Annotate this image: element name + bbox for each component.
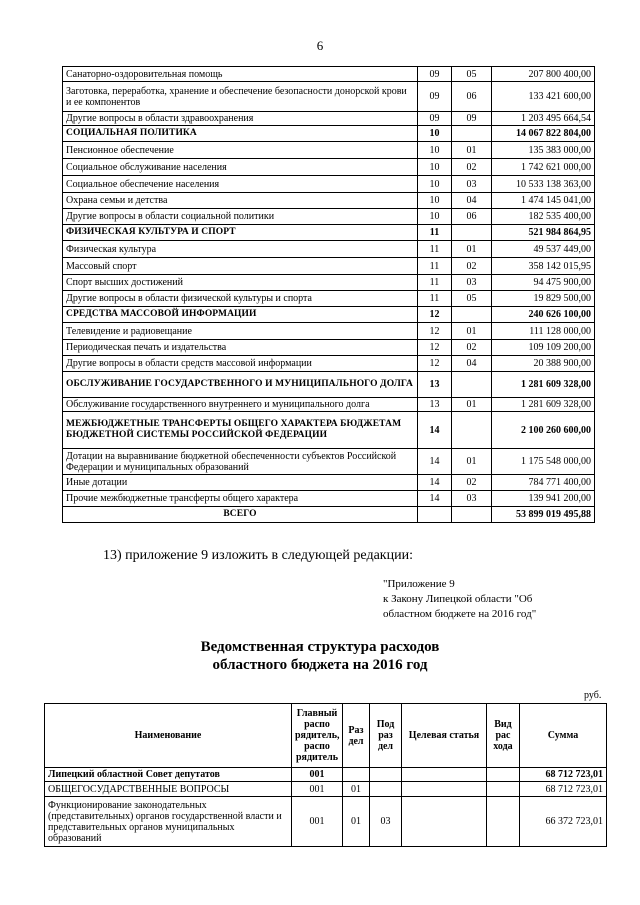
budget-sections-table	[62, 66, 595, 523]
row-name: Дотации на выравнивание бюджетной обеспеченности субъектов Российской Федерации и муниципальных образований	[63, 449, 418, 475]
row-subsection: 05	[452, 67, 492, 82]
row-amount: 521 984 864,95	[492, 225, 595, 241]
row-section: 11	[418, 258, 452, 275]
row-section: 09	[418, 82, 452, 112]
row-name: Иные дотации	[63, 475, 418, 491]
table-row	[45, 768, 607, 782]
row-name: Социальное обеспечение населения	[63, 176, 418, 193]
total-empty-section	[418, 507, 452, 523]
table-row	[45, 782, 607, 797]
row-amount: 784 771 400,00	[492, 475, 595, 491]
title-line-1: Ведомственная структура расходов	[200, 639, 440, 655]
row-name: Другие вопросы в области здравоохранения	[63, 112, 418, 126]
row-subsection: 02	[452, 159, 492, 176]
row-amount: 20 388 900,00	[492, 356, 595, 372]
row-name: Другие вопросы в области физической культуры и спорта	[63, 291, 418, 307]
table-row	[63, 142, 595, 159]
row-amount: 1 175 548 000,00	[492, 449, 595, 475]
table-row	[63, 67, 595, 82]
row-chief: 001	[292, 782, 343, 797]
row-section: 14	[418, 412, 452, 449]
row-subsection	[370, 782, 402, 797]
table-row	[63, 323, 595, 340]
row-subsection: 06	[452, 209, 492, 225]
appendix-line-1: "Приложение 9	[383, 578, 455, 590]
table-header-row	[45, 704, 607, 768]
departmental-structure-table	[44, 703, 607, 847]
row-subsection	[452, 412, 492, 449]
header-section: Раз дел	[343, 704, 370, 768]
appendix-line-3: областном бюджете на 2016 год"	[383, 608, 537, 620]
row-section: 10	[418, 126, 452, 142]
table-row	[63, 372, 595, 398]
row-target	[402, 797, 487, 847]
row-subsection: 02	[452, 340, 492, 356]
row-section: 14	[418, 491, 452, 507]
row-subsection: 02	[452, 475, 492, 491]
row-subsection: 06	[452, 82, 492, 112]
row-amount: 19 829 500,00	[492, 291, 595, 307]
row-subsection: 01	[452, 323, 492, 340]
row-section: 11	[418, 291, 452, 307]
table-row	[63, 112, 595, 126]
row-amount: 182 535 400,00	[492, 209, 595, 225]
row-chief: 001	[292, 768, 343, 782]
table-row	[63, 258, 595, 275]
row-amount: 139 941 200,00	[492, 491, 595, 507]
row-amount: 1 742 621 000,00	[492, 159, 595, 176]
row-section: 14	[418, 475, 452, 491]
row-amount: 1 281 609 328,00	[492, 398, 595, 412]
row-name: Периодическая печать и издательства	[63, 340, 418, 356]
row-subsection: 01	[452, 142, 492, 159]
row-amount: 94 475 900,00	[492, 275, 595, 291]
row-section: 01	[343, 797, 370, 847]
row-section: 12	[418, 307, 452, 323]
table-row	[63, 126, 595, 142]
table-row	[63, 449, 595, 475]
table-row	[63, 291, 595, 307]
row-amount: 2 100 260 600,00	[492, 412, 595, 449]
row-name: Другие вопросы в области социальной политики	[63, 209, 418, 225]
total-row	[63, 507, 595, 523]
row-amount: 358 142 015,95	[492, 258, 595, 275]
row-subsection: 03	[452, 176, 492, 193]
row-amount: 207 800 400,00	[492, 67, 595, 82]
row-subsection	[452, 225, 492, 241]
table-row	[63, 193, 595, 209]
row-amount: 109 109 200,00	[492, 340, 595, 356]
table-row	[63, 398, 595, 412]
row-amount: 10 533 138 363,00	[492, 176, 595, 193]
row-subsection	[452, 126, 492, 142]
row-section: 14	[418, 449, 452, 475]
row-section: 12	[418, 356, 452, 372]
header-amount: Сумма	[520, 704, 607, 768]
row-name: Спорт высших достижений	[63, 275, 418, 291]
row-name: Охрана семьи и детства	[63, 193, 418, 209]
row-name: Другие вопросы в области средств массовой информации	[63, 356, 418, 372]
row-name: Телевидение и радиовещание	[63, 323, 418, 340]
row-expense-type	[487, 797, 520, 847]
row-subsection	[452, 372, 492, 398]
table-row	[63, 176, 595, 193]
row-section: 09	[418, 67, 452, 82]
row-section: 11	[418, 225, 452, 241]
header-subsection: Под раз дел	[370, 704, 402, 768]
currency-unit: руб.	[584, 690, 602, 701]
row-name: Функционирование законодательных (представительных) органов государственной власти и представительных органов муниципальных образований	[45, 797, 292, 847]
table-row	[63, 307, 595, 323]
appendix-reference	[383, 577, 536, 622]
row-name: МЕЖБЮДЖЕТНЫЕ ТРАНСФЕРТЫ ОБЩЕГО ХАРАКТЕРА БЮДЖЕТАМ БЮДЖЕТНОЙ СИСТЕМЫ РОССИЙСКОЙ ФЕДЕРАЦИИ	[63, 412, 418, 449]
amendment-item-13: 13) приложение 9 изложить в следующей редакции:	[103, 548, 413, 563]
table-row	[63, 475, 595, 491]
row-subsection: 01	[452, 241, 492, 258]
row-chief: 001	[292, 797, 343, 847]
row-section: 12	[418, 323, 452, 340]
header-chief: Главный распо рядитель, распо рядитель	[292, 704, 343, 768]
row-section: 11	[418, 241, 452, 258]
row-amount: 68 712 723,01	[520, 782, 607, 797]
table-row	[45, 797, 607, 847]
table-row	[63, 241, 595, 258]
row-section: 10	[418, 176, 452, 193]
row-subsection: 04	[452, 193, 492, 209]
row-subsection	[370, 768, 402, 782]
row-amount: 14 067 822 804,00	[492, 126, 595, 142]
row-subsection	[452, 307, 492, 323]
appendix-line-2: к Закону Липецкой области "Об	[383, 593, 533, 605]
row-section: 10	[418, 209, 452, 225]
table-row	[63, 209, 595, 225]
total-empty-subsection	[452, 507, 492, 523]
row-amount: 1 203 495 664,54	[492, 112, 595, 126]
row-amount: 66 372 723,01	[520, 797, 607, 847]
header-target: Целевая статья	[402, 704, 487, 768]
row-section: 13	[418, 398, 452, 412]
row-amount: 133 421 600,00	[492, 82, 595, 112]
row-amount: 240 626 100,00	[492, 307, 595, 323]
row-subsection: 02	[452, 258, 492, 275]
row-subsection: 01	[452, 449, 492, 475]
row-name: Заготовка, переработка, хранение и обеспечение безопасности донорской крови и ее компонентов	[63, 82, 418, 112]
row-name: Физическая культура	[63, 241, 418, 258]
row-section: 09	[418, 112, 452, 126]
row-section: 10	[418, 193, 452, 209]
table-row	[63, 82, 595, 112]
title-line-2: областного бюджета на 2016 год	[212, 657, 428, 673]
total-amount: 53 899 019 495,88	[492, 507, 595, 523]
row-name: СОЦИАЛЬНАЯ ПОЛИТИКА	[63, 126, 418, 142]
table-row	[63, 225, 595, 241]
table-row	[63, 340, 595, 356]
row-subsection: 04	[452, 356, 492, 372]
row-amount: 49 537 449,00	[492, 241, 595, 258]
row-name: Прочие межбюджетные трансферты общего характера	[63, 491, 418, 507]
row-section: 10	[418, 142, 452, 159]
row-section: 13	[418, 372, 452, 398]
row-name: ОБСЛУЖИВАНИЕ ГОСУДАРСТВЕННОГО И МУНИЦИПАЛЬНОГО ДОЛГА	[63, 372, 418, 398]
row-subsection: 01	[452, 398, 492, 412]
row-section: 11	[418, 275, 452, 291]
header-expense-type: Вид рас хода	[487, 704, 520, 768]
row-expense-type	[487, 768, 520, 782]
row-name: ФИЗИЧЕСКАЯ КУЛЬТУРА И СПОРТ	[63, 225, 418, 241]
table-row	[63, 159, 595, 176]
row-target	[402, 768, 487, 782]
document-title	[0, 638, 640, 674]
row-subsection: 05	[452, 291, 492, 307]
row-name: Санаторно-оздоровительная помощь	[63, 67, 418, 82]
row-section	[343, 768, 370, 782]
row-subsection: 03	[370, 797, 402, 847]
row-amount: 1 281 609 328,00	[492, 372, 595, 398]
total-label: ВСЕГО	[63, 507, 418, 523]
row-amount: 111 128 000,00	[492, 323, 595, 340]
table-row	[63, 356, 595, 372]
row-section: 01	[343, 782, 370, 797]
row-name: Социальное обслуживание населения	[63, 159, 418, 176]
row-name: Массовый спорт	[63, 258, 418, 275]
row-name: ОБЩЕГОСУДАРСТВЕННЫЕ ВОПРОСЫ	[45, 782, 292, 797]
header-name: Наименование	[45, 704, 292, 768]
row-subsection: 09	[452, 112, 492, 126]
row-section: 12	[418, 340, 452, 356]
row-name: СРЕДСТВА МАССОВОЙ ИНФОРМАЦИИ	[63, 307, 418, 323]
row-target	[402, 782, 487, 797]
row-subsection: 03	[452, 491, 492, 507]
table-row	[63, 275, 595, 291]
row-amount: 68 712 723,01	[520, 768, 607, 782]
row-name: Пенсионное обеспечение	[63, 142, 418, 159]
row-name: Липецкий областной Совет депутатов	[45, 768, 292, 782]
row-subsection: 03	[452, 275, 492, 291]
table-row	[63, 412, 595, 449]
row-section: 10	[418, 159, 452, 176]
row-amount: 135 383 000,00	[492, 142, 595, 159]
row-expense-type	[487, 782, 520, 797]
row-name: Обслуживание государственного внутреннего и муниципального долга	[63, 398, 418, 412]
page-number: 6	[316, 38, 324, 53]
row-amount: 1 474 145 041,00	[492, 193, 595, 209]
table-row	[63, 491, 595, 507]
